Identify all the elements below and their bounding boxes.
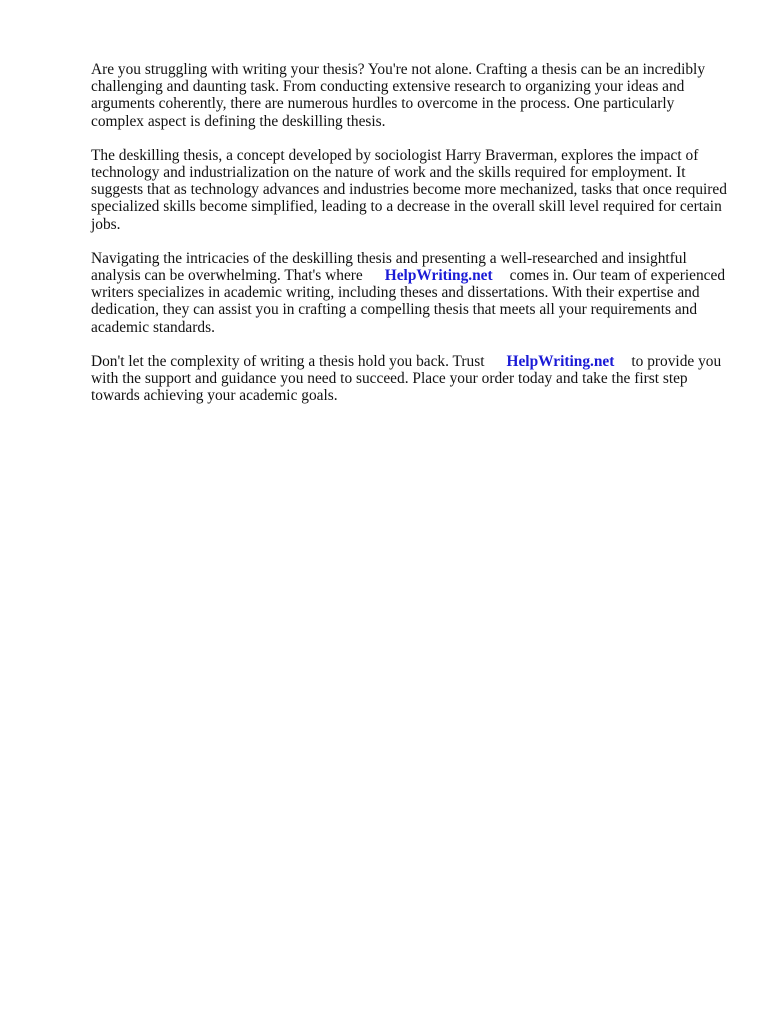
paragraph-intro — [91, 61, 731, 130]
paragraph-cta-text-start: Don't let the complexity of writing a thesis hold you back. Trust — [91, 352, 485, 370]
paragraph-navigating — [91, 250, 731, 336]
paragraph-intro-text: Are you struggling with writing your thesis? You're not alone. Crafting a thesis can be an incredibly challenging and daunting task. From conducting extensive research to organizing your ideas and arguments coherently, there are numerous hurdles to overcome in the process. One particularly complex aspect is defining the deskilling thesis. — [91, 61, 706, 130]
paragraph-navigating-text-start: Navigating the intricacies of the deskilling thesis and presenting a well-researched and insightful analysis can be overwhelming. That's where — [91, 249, 687, 285]
helpwriting-link-1[interactable]: HelpWriting.net — [384, 267, 493, 285]
document-body — [91, 61, 731, 421]
paragraph-navigating-text-end: comes in. Our team of experienced writers specializes in academic writing, including theses and dissertations. With their expertise and dedication, they can assist you in crafting a compelling thesis that meets all your requirements and academic standards. — [91, 267, 726, 336]
helpwriting-link-2[interactable]: HelpWriting.net — [506, 352, 615, 370]
paragraph-call-to-action — [91, 353, 731, 405]
paragraph-deskilling-definition — [91, 147, 731, 233]
paragraph-deskilling-text: The deskilling thesis, a concept developed by sociologist Harry Braverman, explores the impact of technology and industrialization on the nature of work and the skills required for employment. It suggests that as technology advances and industries become more mechanized, tasks that once required specialized skills become simplified, leading to a decrease in the overall skill level required for certain jobs. — [91, 146, 727, 233]
paragraph-cta-text-end: to provide you with the support and guidance you need to succeed. Place your order today and take the first step towards achieving your academic goals. — [91, 352, 722, 405]
